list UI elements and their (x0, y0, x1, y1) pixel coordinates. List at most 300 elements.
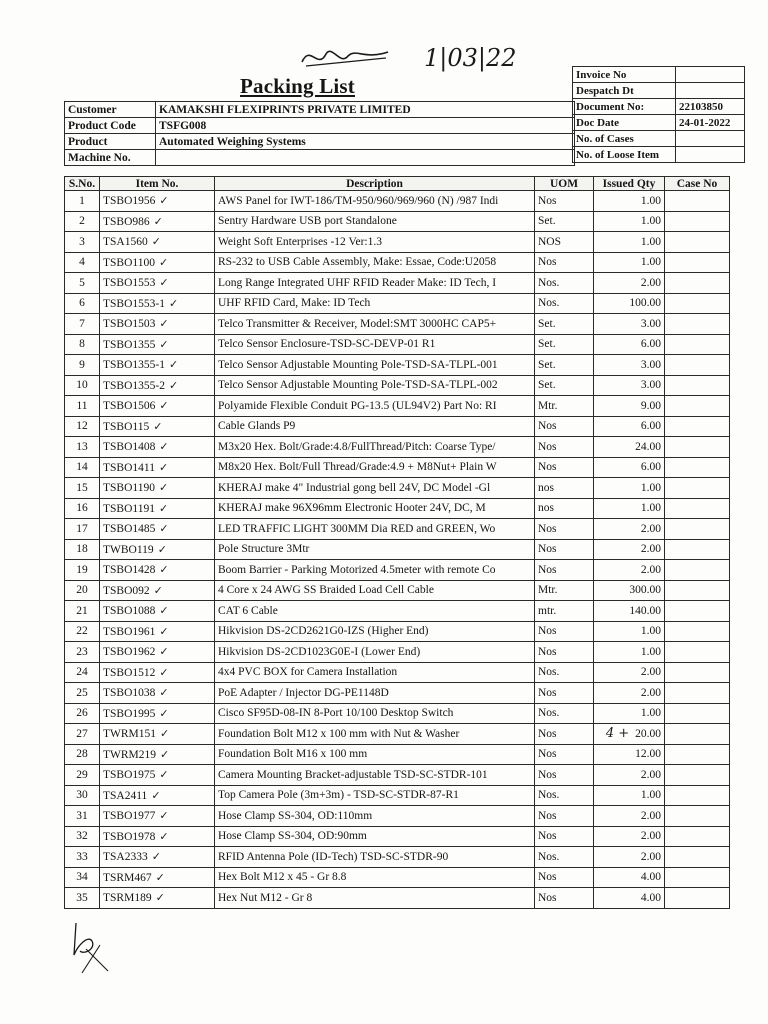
table-row (65, 314, 730, 335)
item-no: TSBO1961 (103, 625, 156, 638)
sno-cell: 6 (65, 293, 100, 314)
qty-cell (594, 662, 665, 683)
description-cell: Top Camera Pole (3m+3m) - TSD-SC-STDR-87-R1 (215, 785, 535, 806)
checkmark-icon: ✓ (159, 194, 169, 208)
qty-cell (594, 191, 665, 212)
table-row (65, 293, 730, 314)
item-no-cell (100, 867, 215, 888)
description-cell: 4 Core x 24 AWG SS Braided Load Cell Cable (215, 580, 535, 601)
col-item-header: Item No. (100, 177, 215, 191)
table-row (65, 683, 730, 704)
item-no-cell (100, 232, 215, 253)
description-cell: Sentry Hardware USB port Standalone (215, 211, 535, 232)
sno-cell: 31 (65, 806, 100, 827)
item-no: TSBO115 (103, 420, 150, 433)
item-no-cell (100, 416, 215, 437)
page-title: Packing List (240, 74, 355, 98)
case-no-cell (665, 744, 730, 765)
qty-value: 2.00 (640, 850, 661, 863)
sno-cell: 15 (65, 478, 100, 499)
item-no: TSBO1355-1 (103, 359, 165, 372)
description-cell: Telco Sensor Adjustable Mounting Pole-TSD-SA-TLPL-001 (215, 355, 535, 376)
uom-cell: Set. (535, 375, 594, 396)
description-cell: RS-232 to USB Cable Assembly, Make: Essae, Code:U2058 (215, 252, 535, 273)
signature-scribble-top (296, 40, 396, 76)
item-no-cell (100, 785, 215, 806)
item-no-cell (100, 662, 215, 683)
description-cell: Foundation Bolt M12 x 100 mm with Nut & Washer (215, 724, 535, 745)
case-no-cell (665, 252, 730, 273)
table-row (65, 396, 730, 417)
qty-value: 2.00 (640, 276, 661, 289)
item-no: TSBO1503 (103, 318, 156, 331)
qty-cell (594, 334, 665, 355)
qty-value: 20.00 (635, 728, 661, 741)
qty-cell (594, 355, 665, 376)
invoice-box-row (573, 131, 745, 147)
uom-cell: Set. (535, 314, 594, 335)
qty-cell (594, 232, 665, 253)
item-no-cell (100, 744, 215, 765)
uom-cell: Nos (535, 806, 594, 827)
item-no-cell (100, 252, 215, 273)
sno-cell: 27 (65, 724, 100, 745)
customer-info-label: Product (65, 134, 156, 150)
item-no-cell (100, 560, 215, 581)
checkmark-icon: ✓ (160, 747, 170, 761)
sno-cell: 32 (65, 826, 100, 847)
qty-value: 2.00 (640, 809, 661, 822)
table-row (65, 724, 730, 745)
item-no: TSBO1512 (103, 666, 156, 679)
item-no: TSBO1553 (103, 277, 156, 290)
invoice-box-value (676, 131, 745, 147)
item-no-cell (100, 396, 215, 417)
case-no-cell (665, 806, 730, 827)
description-cell: M8x20 Hex. Bolt/Full Thread/Grade:4.9 + M8Nut+ Plain W (215, 457, 535, 478)
case-no-cell (665, 765, 730, 786)
item-no: TSRM189 (103, 892, 152, 905)
description-cell: Hose Clamp SS-304, OD:90mm (215, 826, 535, 847)
uom-cell: Nos (535, 765, 594, 786)
sno-cell: 34 (65, 867, 100, 888)
customer-info-row (65, 134, 575, 150)
sno-cell: 22 (65, 621, 100, 642)
description-cell: KHERAJ make 4" Industrial gong bell 24V, DC Model -Gl (215, 478, 535, 499)
item-no-cell (100, 888, 215, 909)
description-cell: CAT 6 Cable (215, 601, 535, 622)
qty-cell (594, 765, 665, 786)
qty-value: 6.00 (640, 420, 661, 433)
description-cell: Pole Structure 3Mtr (215, 539, 535, 560)
qty-value: 2.00 (640, 543, 661, 556)
sno-cell: 4 (65, 252, 100, 273)
customer-info-value: KAMAKSHI FLEXIPRINTS PRIVATE LIMITED (156, 102, 575, 118)
case-no-cell (665, 355, 730, 376)
qty-cell (594, 703, 665, 724)
item-no-cell (100, 334, 215, 355)
item-no-cell (100, 621, 215, 642)
sno-cell: 11 (65, 396, 100, 417)
table-row (65, 601, 730, 622)
item-no: TSBO1191 (103, 502, 155, 515)
uom-cell: nos (535, 498, 594, 519)
description-cell: PoE Adapter / Injector DG-PE1148D (215, 683, 535, 704)
qty-value: 2.00 (640, 768, 661, 781)
description-cell: Camera Mounting Bracket-adjustable TSD-SC-STDR-101 (215, 765, 535, 786)
customer-info-value (156, 150, 575, 166)
qty-cell (594, 867, 665, 888)
item-no-cell (100, 437, 215, 458)
table-row (65, 847, 730, 868)
checkmark-icon: ✓ (159, 317, 169, 331)
qty-value: 100.00 (629, 297, 661, 310)
checkmark-icon: ✓ (158, 255, 169, 269)
case-no-cell (665, 867, 730, 888)
item-no-cell (100, 642, 215, 663)
qty-cell (594, 642, 665, 663)
sno-cell: 17 (65, 519, 100, 540)
table-row (65, 560, 730, 581)
uom-cell: Nos (535, 867, 594, 888)
table-row (65, 498, 730, 519)
qty-value: 2.00 (640, 563, 661, 576)
sno-cell: 29 (65, 765, 100, 786)
sno-cell: 19 (65, 560, 100, 581)
qty-cell (594, 375, 665, 396)
table-row (65, 437, 730, 458)
description-cell: Polyamide Flexible Conduit PG-13.5 (UL94V2) Part No: RI (215, 396, 535, 417)
item-no-cell (100, 314, 215, 335)
col-description-header: Description (215, 177, 535, 191)
table-row (65, 765, 730, 786)
sno-cell: 24 (65, 662, 100, 683)
customer-info-table (64, 101, 575, 166)
description-cell: Hikvision DS-2CD1023G0E-I (Lower End) (215, 642, 535, 663)
item-no-cell (100, 703, 215, 724)
qty-cell (594, 724, 665, 745)
customer-info-row (65, 118, 575, 134)
checkmark-icon: ✓ (153, 583, 163, 597)
sno-cell: 21 (65, 601, 100, 622)
item-no: TSBO1506 (103, 400, 156, 413)
item-no: TSBO092 (103, 584, 150, 597)
table-row (65, 867, 730, 888)
item-no: TSBO1100 (103, 256, 155, 269)
qty-cell (594, 519, 665, 540)
item-no: TSBO986 (103, 215, 150, 228)
item-no: TSBO1962 (103, 646, 156, 659)
sno-cell: 26 (65, 703, 100, 724)
qty-cell (594, 252, 665, 273)
item-no: TWRM219 (103, 748, 157, 761)
uom-cell: Nos. (535, 273, 594, 294)
sno-cell: 2 (65, 211, 100, 232)
uom-cell: Nos (535, 621, 594, 642)
table-row (65, 621, 730, 642)
uom-cell: Nos (535, 191, 594, 212)
invoice-box-label: Despatch Dt (573, 83, 676, 99)
table-row (65, 334, 730, 355)
checkmark-icon: ✓ (151, 850, 161, 864)
item-no: TSBO1355 (103, 338, 156, 351)
item-no: TSA1560 (103, 236, 148, 249)
checkmark-icon: ✓ (159, 706, 169, 720)
checkmark-icon: ✓ (159, 665, 169, 679)
description-cell: 4x4 PVC BOX for Camera Installation (215, 662, 535, 683)
item-no-cell (100, 826, 215, 847)
sno-cell: 33 (65, 847, 100, 868)
customer-info-row (65, 102, 575, 118)
item-no: TSBO1088 (103, 605, 156, 618)
case-no-cell (665, 478, 730, 499)
qty-value: 6.00 (640, 461, 661, 474)
description-cell: Telco Transmitter & Receiver, Model:SMT 3000HC CAP5+ (215, 314, 535, 335)
table-row (65, 888, 730, 909)
item-no: TSBO1190 (103, 482, 155, 495)
checkmark-icon: ✓ (159, 399, 169, 413)
item-no-cell (100, 580, 215, 601)
col-caseno-header: Case No (665, 177, 730, 191)
description-cell: Telco Sensor Adjustable Mounting Pole-TSD-SA-TLPL-002 (215, 375, 535, 396)
uom-cell: Set. (535, 355, 594, 376)
case-no-cell (665, 273, 730, 294)
customer-info-label: Machine No. (65, 150, 156, 166)
table-row (65, 785, 730, 806)
qty-cell (594, 293, 665, 314)
checkmark-icon: ✓ (158, 481, 169, 495)
case-no-cell (665, 826, 730, 847)
uom-cell: Nos. (535, 662, 594, 683)
qty-value: 1.00 (640, 625, 661, 638)
sno-cell: 16 (65, 498, 100, 519)
qty-value: 3.00 (640, 358, 661, 371)
invoice-box-label: No. of Loose Item (573, 147, 676, 163)
qty-value: 1.00 (640, 235, 661, 248)
uom-cell: Nos. (535, 703, 594, 724)
qty-cell (594, 457, 665, 478)
item-no-cell (100, 273, 215, 294)
qty-cell (594, 621, 665, 642)
uom-cell: Nos (535, 252, 594, 273)
item-no-cell (100, 806, 215, 827)
sno-cell: 7 (65, 314, 100, 335)
item-no: TWRM151 (103, 728, 157, 741)
uom-cell: Nos (535, 744, 594, 765)
uom-cell: Nos (535, 539, 594, 560)
item-no: TSBO1956 (103, 195, 156, 208)
checkmark-icon: ✓ (159, 624, 169, 638)
table-row (65, 662, 730, 683)
uom-cell: mtr. (535, 601, 594, 622)
table-row (65, 252, 730, 273)
qty-cell (594, 314, 665, 335)
checkmark-icon: ✓ (159, 440, 169, 454)
table-row (65, 273, 730, 294)
qty-value: 1.00 (640, 194, 661, 207)
case-no-cell (665, 375, 730, 396)
qty-cell (594, 437, 665, 458)
qty-value: 1.00 (640, 707, 661, 720)
item-no-cell (100, 539, 215, 560)
description-cell: Cisco SF95D-08-IN 8-Port 10/100 Desktop Switch (215, 703, 535, 724)
description-cell: Telco Sensor Enclosure-TSD-SC-DEVP-01 R1 (215, 334, 535, 355)
checkmark-icon: ✓ (159, 522, 169, 536)
case-no-cell (665, 232, 730, 253)
qty-value: 2.00 (640, 830, 661, 843)
invoice-box-value: 22103850 (676, 99, 745, 115)
checkmark-icon: ✓ (168, 358, 179, 372)
case-no-cell (665, 498, 730, 519)
qty-value: 9.00 (640, 399, 661, 412)
item-no-cell (100, 847, 215, 868)
sno-cell: 5 (65, 273, 100, 294)
case-no-cell (665, 888, 730, 909)
case-no-cell (665, 621, 730, 642)
description-cell: Foundation Bolt M16 x 100 mm (215, 744, 535, 765)
checkmark-icon: ✓ (155, 891, 165, 905)
case-no-cell (665, 416, 730, 437)
qty-value: 140.00 (629, 604, 661, 617)
description-cell: Long Range Integrated UHF RFID Reader Make: ID Tech, I (215, 273, 535, 294)
invoice-details-box (572, 66, 745, 163)
table-row (65, 355, 730, 376)
sno-cell: 30 (65, 785, 100, 806)
qty-cell (594, 273, 665, 294)
item-no-cell (100, 375, 215, 396)
qty-value: 1.00 (640, 256, 661, 269)
uom-cell: Nos. (535, 847, 594, 868)
description-cell: M3x20 Hex. Bolt/Grade:4.8/FullThread/Pitch: Coarse Type/ (215, 437, 535, 458)
table-row (65, 519, 730, 540)
table-row (65, 642, 730, 663)
qty-value: 2.00 (640, 666, 661, 679)
qty-value: 3.00 (640, 379, 661, 392)
case-no-cell (665, 334, 730, 355)
uom-cell: Set. (535, 334, 594, 355)
qty-cell (594, 396, 665, 417)
qty-value: 6.00 (640, 338, 661, 351)
qty-value: 12.00 (635, 748, 661, 761)
description-cell: LED TRAFFIC LIGHT 300MM Dia RED and GREEN, Wo (215, 519, 535, 540)
table-row (65, 416, 730, 437)
table-row (65, 232, 730, 253)
invoice-box-row (573, 147, 745, 163)
qty-cell (594, 601, 665, 622)
checkmark-icon: ✓ (168, 296, 179, 310)
case-no-cell (665, 601, 730, 622)
sno-cell: 1 (65, 191, 100, 212)
qty-cell (594, 560, 665, 581)
case-no-cell (665, 211, 730, 232)
case-no-cell (665, 293, 730, 314)
description-cell: KHERAJ make 96X96mm Electronic Hooter 24V, DC, M (215, 498, 535, 519)
uom-cell: nos (535, 478, 594, 499)
sno-cell: 8 (65, 334, 100, 355)
table-row (65, 580, 730, 601)
qty-value: 4.00 (640, 871, 661, 884)
checkmark-icon: ✓ (151, 788, 161, 802)
invoice-box-row (573, 83, 745, 99)
uom-cell: Nos (535, 416, 594, 437)
customer-info-label: Customer (65, 102, 156, 118)
uom-cell: Nos (535, 888, 594, 909)
uom-cell: NOS (535, 232, 594, 253)
description-cell: Hex Bolt M12 x 45 - Gr 8.8 (215, 867, 535, 888)
item-no-cell (100, 765, 215, 786)
table-row (65, 703, 730, 724)
item-no: TSBO1355-2 (103, 379, 165, 392)
invoice-box-row (573, 115, 745, 131)
col-sno-header: S.No. (65, 177, 100, 191)
checkmark-icon: ✓ (159, 276, 169, 290)
table-row (65, 191, 730, 212)
table-row (65, 806, 730, 827)
checkmark-icon: ✓ (157, 542, 167, 556)
invoice-box-label: Invoice No (573, 67, 676, 83)
item-no: TSBO1975 (103, 769, 156, 782)
case-no-cell (665, 519, 730, 540)
item-no-cell (100, 498, 215, 519)
qty-cell (594, 416, 665, 437)
sno-cell: 14 (65, 457, 100, 478)
uom-cell: Mtr. (535, 580, 594, 601)
table-row (65, 478, 730, 499)
invoice-box-label: Doc Date (573, 115, 676, 131)
uom-cell: Nos (535, 519, 594, 540)
col-qty-header: Issued Qty (594, 177, 665, 191)
checkmark-icon: ✓ (155, 870, 165, 884)
invoice-box-row (573, 67, 745, 83)
customer-info-label: Product Code (65, 118, 156, 134)
qty-cell (594, 806, 665, 827)
qty-value: 2.00 (640, 522, 661, 535)
checkmark-icon: ✓ (158, 501, 169, 515)
case-no-cell (665, 560, 730, 581)
description-cell: Weight Soft Enterprises -12 Ver:1.3 (215, 232, 535, 253)
sno-cell: 20 (65, 580, 100, 601)
qty-value: 4.00 (640, 891, 661, 904)
invoice-box-value: 24-01-2022 (676, 115, 745, 131)
case-no-cell (665, 703, 730, 724)
case-no-cell (665, 457, 730, 478)
description-cell: AWS Panel for IWT-186/TM-950/960/969/960 (N) /987 Indi (215, 191, 535, 212)
uom-cell: Nos (535, 724, 594, 745)
uom-cell: Set. (535, 211, 594, 232)
item-no-cell (100, 683, 215, 704)
items-header-row (65, 177, 730, 191)
item-no: TSA2411 (103, 789, 148, 802)
col-uom-header: UOM (535, 177, 594, 191)
checkmark-icon: ✓ (159, 645, 169, 659)
item-no-cell (100, 293, 215, 314)
qty-value: 300.00 (629, 584, 661, 597)
qty-cell (594, 498, 665, 519)
description-cell: Hex Nut M12 - Gr 8 (215, 888, 535, 909)
sno-cell: 13 (65, 437, 100, 458)
sno-cell: 18 (65, 539, 100, 560)
invoice-box-label: No. of Cases (573, 131, 676, 147)
item-no-cell (100, 478, 215, 499)
customer-info-value: TSFG008 (156, 118, 575, 134)
qty-value: 24.00 (635, 440, 661, 453)
checkmark-icon: ✓ (153, 419, 163, 433)
description-cell: RFID Antenna Pole (ID-Tech) TSD-SC-STDR-90 (215, 847, 535, 868)
uom-cell: Nos (535, 683, 594, 704)
table-row (65, 457, 730, 478)
qty-cell (594, 211, 665, 232)
items-table (64, 176, 730, 909)
